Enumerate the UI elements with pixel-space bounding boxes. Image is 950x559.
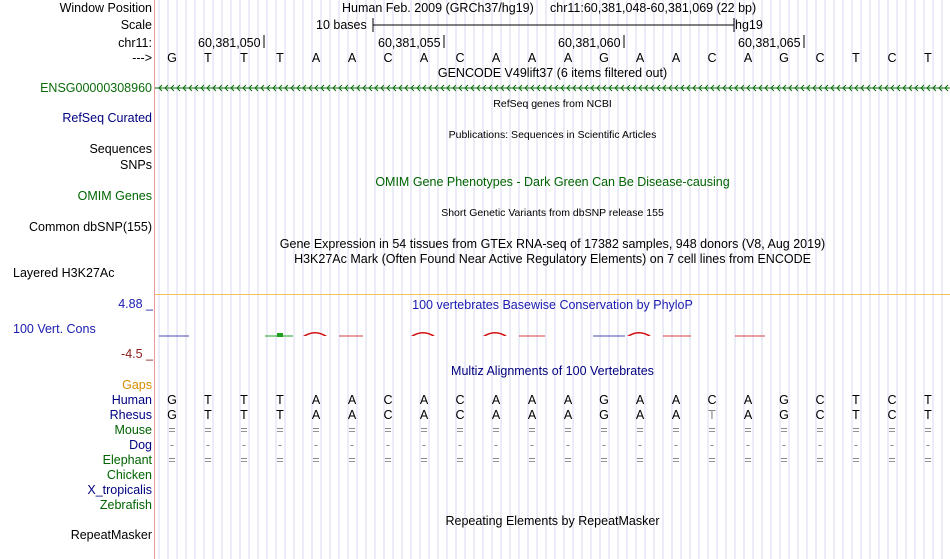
ruler-tick-2: 60,381,055 (378, 36, 441, 50)
aligned-base: = (744, 423, 752, 437)
aligned-base: - (853, 438, 859, 452)
aligned-base: - (637, 438, 643, 452)
dbsnp-track-title[interactable]: Short Genetic Variants from dbSNP release 155 (441, 207, 664, 219)
aligned-base: = (240, 453, 248, 467)
aligned-base: T (708, 408, 716, 422)
aligned-base: - (349, 438, 355, 452)
aligned-base: = (780, 423, 788, 437)
assembly-text: Human Feb. 2009 (GRCh37/hg19) (342, 1, 534, 15)
repeatmasker-track-title[interactable]: Repeating Elements by RepeatMasker (445, 514, 660, 528)
aligned-base: - (817, 438, 823, 452)
species-label-rhesus[interactable]: Rhesus (109, 408, 152, 422)
aligned-base: T (240, 408, 248, 422)
phylop-label[interactable]: 100 Vert. Cons (13, 322, 96, 336)
reference-base: A (635, 51, 645, 65)
species-label-human[interactable]: Human (111, 393, 152, 407)
aligned-base: = (744, 453, 752, 467)
phylop-max-label: 4.88 _ (118, 297, 153, 311)
aligned-base: = (384, 423, 392, 437)
gaps-label: Gaps (122, 378, 152, 392)
aligned-base: A (347, 408, 357, 422)
aligned-base: T (924, 408, 932, 422)
aligned-base: T (204, 408, 212, 422)
track-separator (155, 294, 950, 295)
aligned-base: A (635, 408, 645, 422)
aligned-base: = (420, 423, 428, 437)
aligned-base: = (672, 453, 680, 467)
aligned-base: = (168, 423, 176, 437)
aligned-base: A (635, 393, 645, 407)
publications-track-title[interactable]: Publications: Sequences in Scientific Articles (448, 129, 657, 141)
chrom-label: chr11: (118, 36, 152, 50)
species-row-x_tropicalis (155, 483, 950, 497)
reference-base: C (455, 51, 465, 65)
repeatmasker-label[interactable]: RepeatMasker (70, 528, 152, 542)
ruler-tick-4: 60,381,065 (738, 36, 801, 50)
reference-base: C (815, 51, 825, 65)
aligned-base: = (240, 423, 248, 437)
aligned-base: = (600, 423, 608, 437)
reference-base: A (527, 51, 537, 65)
phylop-min-label: -4.5 _ (121, 347, 153, 361)
aligned-base: - (529, 438, 535, 452)
species-row-zebrafish (155, 498, 950, 512)
phylop-track-title[interactable]: 100 vertebrates Basewise Conservation by PhyloP (412, 298, 693, 312)
aligned-base: - (493, 438, 499, 452)
aligned-base: - (601, 438, 607, 452)
aligned-base: A (671, 393, 681, 407)
ruler-tick-3: 60,381,060 (558, 36, 621, 50)
aligned-base: = (348, 453, 356, 467)
aligned-base: = (528, 423, 536, 437)
aligned-base: - (745, 438, 751, 452)
aligned-base: = (708, 423, 716, 437)
aligned-base: C (887, 393, 897, 407)
aligned-base: - (565, 438, 571, 452)
species-label-chicken[interactable]: Chicken (106, 468, 152, 482)
reference-base: G (779, 51, 789, 65)
species-row-rhesus (155, 408, 950, 422)
aligned-base: G (599, 393, 609, 407)
multiz-track-title[interactable]: Multiz Alignments of 100 Vertebrates (451, 364, 654, 378)
aligned-base: T (204, 393, 212, 407)
reference-base: C (707, 51, 717, 65)
aligned-base: = (636, 453, 644, 467)
reference-base: A (563, 51, 573, 65)
scale-text: 10 bases (316, 18, 367, 32)
reference-base: C (887, 51, 897, 65)
h3k27ac-track-title[interactable]: H3K27Ac Mark (Often Found Near Active Regulatory Elements) on 7 cell lines from ENCODE (294, 252, 811, 266)
ruler-tick-1: 60,381,050 (198, 36, 261, 50)
aligned-base: A (563, 393, 573, 407)
h3k27ac-label[interactable]: Layered H3K27Ac (13, 266, 115, 280)
aligned-base: = (600, 453, 608, 467)
strand-label: ---> (132, 51, 152, 65)
dbsnp-label[interactable]: Common dbSNP(155) (29, 220, 152, 234)
reference-bases (155, 51, 950, 65)
aligned-base: - (277, 438, 283, 452)
reference-base: T (204, 51, 212, 65)
aligned-base: = (204, 423, 212, 437)
aligned-base: T (240, 393, 248, 407)
omim-track-title[interactable]: OMIM Gene Phenotypes - Dark Green Can Be Disease-causing (375, 175, 730, 189)
gtex-track-title[interactable]: Gene Expression in 54 tissues from GTEx RNA-seq of 17382 samples, 948 donors (V8, Aug 2019) (279, 237, 826, 251)
aligned-base: G (167, 408, 177, 422)
aligned-base: A (527, 408, 537, 422)
scale-bar (372, 17, 736, 33)
aligned-base: = (528, 453, 536, 467)
aligned-base: C (887, 408, 897, 422)
window-position-label: Window Position (59, 1, 152, 15)
reference-base: T (852, 51, 860, 65)
aligned-base: = (888, 423, 896, 437)
aligned-base: A (311, 393, 321, 407)
aligned-base: = (276, 453, 284, 467)
aligned-base: A (743, 393, 753, 407)
snps-label[interactable]: SNPs (120, 158, 152, 172)
reference-base: C (383, 51, 393, 65)
phylop-graph[interactable] (155, 326, 950, 340)
aligned-base: = (420, 453, 428, 467)
aligned-base: - (313, 438, 319, 452)
reference-base: G (599, 51, 609, 65)
aligned-base: = (204, 453, 212, 467)
aligned-base: = (312, 453, 320, 467)
aligned-base: G (599, 408, 609, 422)
aligned-base: A (743, 408, 753, 422)
reference-base: T (924, 51, 932, 65)
aligned-base: A (671, 408, 681, 422)
species-row-mouse (155, 423, 950, 437)
aligned-base: = (564, 453, 572, 467)
aligned-base: C (455, 408, 465, 422)
aligned-base: G (779, 408, 789, 422)
ruler-ticks (263, 35, 808, 49)
reference-base: A (743, 51, 753, 65)
aligned-base: G (167, 393, 177, 407)
reference-base: A (419, 51, 429, 65)
aligned-base: - (781, 438, 787, 452)
species-row-dog (155, 438, 950, 452)
reference-base: A (347, 51, 357, 65)
refseq-label[interactable]: RefSeq Curated (62, 111, 152, 125)
aligned-base: = (708, 453, 716, 467)
gencode-track-title[interactable]: GENCODE V49lift37 (6 items filtered out) (437, 66, 668, 80)
aligned-base: - (421, 438, 427, 452)
aligned-base: A (347, 393, 357, 407)
reference-base: A (311, 51, 321, 65)
species-label-x_tropicalis[interactable]: X_tropicalis (87, 483, 152, 497)
aligned-base: T (276, 393, 284, 407)
gencode-gene-label[interactable]: ENSG00000308960 (40, 81, 152, 95)
aligned-base: C (815, 408, 825, 422)
aligned-base: - (709, 438, 715, 452)
aligned-base: = (852, 423, 860, 437)
aligned-base: - (457, 438, 463, 452)
aligned-base: T (852, 393, 860, 407)
species-row-human (155, 393, 950, 407)
sequences-label[interactable]: Sequences (89, 142, 152, 156)
aligned-base: C (383, 408, 393, 422)
aligned-base: = (636, 423, 644, 437)
aligned-base: = (852, 453, 860, 467)
aligned-base: - (925, 438, 931, 452)
aligned-base: = (924, 423, 932, 437)
aligned-base: = (492, 423, 500, 437)
scale-label: Scale (120, 18, 152, 32)
aligned-base: = (456, 453, 464, 467)
aligned-base: A (563, 408, 573, 422)
species-label-dog[interactable]: Dog (129, 438, 152, 452)
aligned-base: = (564, 423, 572, 437)
aligned-base: G (779, 393, 789, 407)
aligned-base: A (311, 408, 321, 422)
aligned-base: = (888, 453, 896, 467)
aligned-base: = (672, 423, 680, 437)
aligned-base: A (419, 393, 429, 407)
aligned-base: = (276, 423, 284, 437)
aligned-base: = (816, 453, 824, 467)
gencode-gene-feature[interactable] (155, 82, 950, 94)
aligned-base: = (816, 423, 824, 437)
aligned-base: C (707, 393, 717, 407)
species-row-elephant (155, 453, 950, 467)
aligned-base: - (205, 438, 211, 452)
aligned-base: = (348, 423, 356, 437)
aligned-base: C (455, 393, 465, 407)
reference-base: T (276, 51, 284, 65)
species-label-mouse[interactable]: Mouse (114, 423, 152, 437)
aligned-base: = (492, 453, 500, 467)
reference-base: A (491, 51, 501, 65)
reference-base: G (167, 51, 177, 65)
aligned-base: - (889, 438, 895, 452)
aligned-base: T (276, 408, 284, 422)
aligned-base: A (491, 393, 501, 407)
aligned-base: T (924, 393, 932, 407)
aligned-base: = (312, 423, 320, 437)
aligned-base: - (241, 438, 247, 452)
reference-base: A (671, 51, 681, 65)
aligned-base: A (419, 408, 429, 422)
reference-base: T (240, 51, 248, 65)
aligned-base: = (780, 453, 788, 467)
aligned-base: C (815, 393, 825, 407)
aligned-base: - (385, 438, 391, 452)
aligned-base: = (384, 453, 392, 467)
aligned-base: - (673, 438, 679, 452)
species-row-chicken (155, 468, 950, 482)
aligned-base: T (852, 408, 860, 422)
db-text: hg19 (735, 18, 763, 32)
position-text: chr11:60,381,048-60,381,069 (22 bp) (550, 1, 757, 15)
aligned-base: = (924, 453, 932, 467)
refseq-track-title[interactable]: RefSeq genes from NCBI (493, 98, 612, 110)
species-label-zebrafish[interactable]: Zebrafish (99, 498, 152, 512)
aligned-base: C (383, 393, 393, 407)
aligned-base: = (168, 453, 176, 467)
species-label-elephant[interactable]: Elephant (102, 453, 152, 467)
aligned-base: A (491, 408, 501, 422)
omim-label[interactable]: OMIM Genes (77, 189, 152, 203)
aligned-base: A (527, 393, 537, 407)
aligned-base: - (169, 438, 175, 452)
aligned-base: = (456, 423, 464, 437)
